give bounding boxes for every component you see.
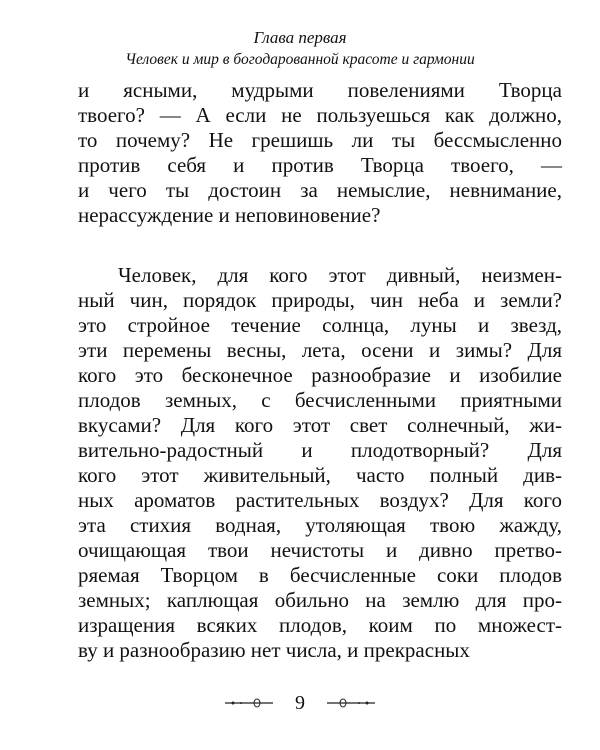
- text-line: ву и разнообразию нет числа, и прекрасных: [78, 638, 470, 662]
- text-line: и ясными, мудрыми повелениями Творца: [78, 78, 562, 102]
- text-line: против себя и против Творца твоего, —: [78, 153, 562, 177]
- text-line: очищающая твои нечистоты и дивно претво-: [78, 538, 562, 562]
- text-line: твоего? — А если не пользуешься как должно,: [78, 103, 562, 127]
- text-line: изращения всяких плодов, коим по множест-: [78, 613, 562, 637]
- text-line: вительно-радостный и плодотворный? Для: [78, 438, 562, 462]
- text-line: кого этот живительный, часто полный див-: [78, 463, 562, 487]
- text-line: вкусами? Для кого этот свет солнечный, жи-: [78, 413, 562, 437]
- page-number: 9: [295, 692, 305, 714]
- text-line: эти перемены весны, лета, осени и зимы? Для: [78, 338, 562, 362]
- text-line: ряемая Творцом в бесчисленные соки плодов: [78, 563, 562, 587]
- body-text: [78, 78, 562, 663]
- text-line: то почему? Не грешишь ли ты бессмысленно: [78, 128, 562, 152]
- ornament-left-icon: [225, 698, 273, 708]
- text-line: плодов земных, с бесчисленными приятными: [78, 388, 562, 412]
- text-line: кого это бесконечное разнообразие и изобилие: [78, 363, 562, 387]
- text-line: Человек, для кого этот дивный, неизмен-: [118, 263, 562, 287]
- running-head-subtitle: Человек и мир в богодарованной красоте и гармонии: [125, 51, 475, 68]
- text-line: нерассуждение и неповиновение?: [78, 203, 381, 227]
- text-line: эта стихия водная, утоляющая твою жажду,: [78, 513, 562, 537]
- text-line: ный чин, порядок природы, чин неба и земли?: [78, 288, 562, 312]
- paragraph-gap: [78, 228, 562, 263]
- text-line: земных; каплющая обильно на землю для про-: [78, 588, 562, 612]
- ornament-right-icon: [327, 698, 375, 708]
- text-line: это стройное течение солнца, луны и звезд,: [78, 313, 562, 337]
- text-line: и чего ты достоин за немыслие, невнимание,: [78, 178, 562, 202]
- text-line: ных ароматов растительных воздух? Для кого: [78, 488, 562, 512]
- folio: [0, 690, 600, 716]
- running-head-chapter: Глава первая: [253, 28, 347, 47]
